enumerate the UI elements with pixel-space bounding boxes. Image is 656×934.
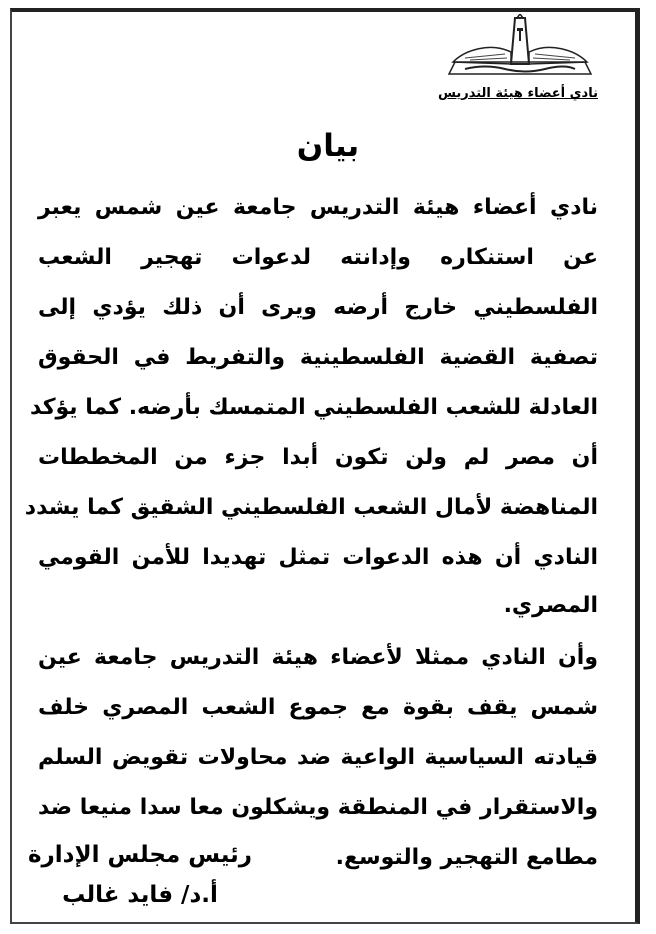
body-line: أن مصر لم ولن تكون أبدا جزء من المخططات — [38, 445, 598, 470]
body-line: قيادته السياسية الواعية ضد محاولات تقويض السلم — [38, 745, 598, 770]
body-line: العادلة للشعب الفلسطيني المتمسك بأرضه. كما يؤكد — [30, 395, 598, 420]
body-line: شمس يقف بقوة مع جموع الشعب المصري خلف — [38, 695, 598, 720]
document-title: بيان — [296, 128, 360, 164]
signature-name: أ.د/ فايد غالب — [62, 882, 218, 908]
body-line: النادي أن هذه الدعوات تمثل تهديدا للأمن القومي — [38, 545, 598, 570]
body-line: وأن النادي ممثلا لأعضاء هيئة التدريس جامعة عين — [38, 645, 598, 670]
body-line: مطامع التهجير والتوسع. — [335, 845, 598, 870]
organization-name: نادي أعضاء هيئة التدريس — [437, 86, 598, 101]
university-logo — [445, 14, 595, 80]
body-line: المصري. — [503, 593, 598, 618]
signature-position: رئيس مجلس الإدارة — [27, 842, 253, 868]
body-line: نادي أعضاء هيئة التدريس جامعة عين شمس يعبر — [38, 195, 598, 220]
body-line: عن استنكاره وإدانته لدعوات تهجير الشعب — [38, 245, 598, 270]
body-line: المناهضة لأمال الشعب الفلسطيني الشقيق كما يشدد — [24, 495, 598, 520]
body-line: تصفية القضية الفلسطينية والتفريط في الحقوق — [38, 345, 598, 370]
body-line: الفلسطيني خارج أرضه ويرى أن ذلك يؤدي إلى — [38, 295, 598, 320]
body-line: والاستقرار في المنطقة ويشكلون معا سدا منيعا ضد — [38, 795, 598, 820]
